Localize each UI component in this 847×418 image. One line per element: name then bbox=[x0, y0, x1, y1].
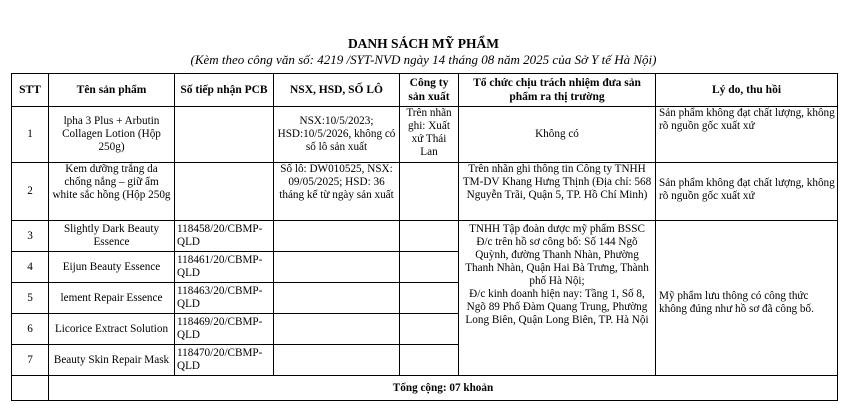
total-count: Tổng cộng: 07 khoản bbox=[49, 376, 838, 401]
cell-product-name: Licorice Extract Solution bbox=[49, 314, 175, 345]
column-header-pcb: Số tiếp nhận PCB bbox=[175, 74, 274, 107]
cell-stt: 7 bbox=[12, 345, 49, 376]
cell-responsible-org: Không có bbox=[459, 107, 656, 163]
cell-nsx: NSX:10/5/2023; HSD:10/5/2026, không có số lô sản xuất bbox=[274, 107, 400, 163]
cell-product-name: lpha 3 Plus + Arbutin Collagen Lotion (Hộp 250g) bbox=[49, 107, 175, 163]
cell-pcb: 118463/20/CBMP-QLD bbox=[175, 283, 274, 314]
total-row bbox=[12, 376, 838, 401]
cell-responsible-org-group: TNHH Tập đoàn dược mỹ phẩm BSSC Đ/c trên hồ sơ công bố: Số 144 Ngõ Quỳnh, đường Thanh Nhàn, Phường Thanh Nhàn, Quận Hai Bà Trưng, Thành phố Hà Nội; Đ/c kinh doanh hiện nay: Tầng 1, Số 8, Ngõ 89 Phố Đàm Quang Trung, Phường Long Biên, Quận Long Biên, TP. Hà Nội bbox=[459, 221, 656, 376]
cell-manufacturer bbox=[400, 221, 459, 252]
cell-nsx bbox=[274, 345, 400, 376]
cell-nsx bbox=[274, 252, 400, 283]
cell-pcb: 118461/20/CBMP-QLD bbox=[175, 252, 274, 283]
cell-product-name: Slightly Dark Beauty Essence bbox=[49, 221, 175, 252]
cell-pcb bbox=[175, 107, 274, 163]
document-title: DANH SÁCH MỸ PHẨM bbox=[347, 36, 500, 51]
cell-product-name: Kem dưỡng trắng da chống nắng – giữ ẩm white sắc hồng (Hộp 250g bbox=[49, 163, 175, 221]
column-header-responsible-org: Tổ chức chịu trách nhiệm đưa sản phẩm ra thị trường bbox=[459, 74, 656, 107]
cell-reason: Sản phẩm không đạt chất lượng, không rõ nguồn gốc xuất xứ bbox=[656, 107, 838, 163]
cell-reason: Sản phẩm không đạt chất lượng, không rõ nguồn gốc xuất xứ bbox=[656, 163, 838, 221]
table-row bbox=[12, 107, 838, 163]
cell-stt: 4 bbox=[12, 252, 49, 283]
cell-nsx: Số lô: DW010525, NSX: 09/05/2025; HSD: 36 tháng kể từ ngày sản xuất bbox=[274, 163, 400, 221]
cell-pcb: 118458/20/CBMP-QLD bbox=[175, 221, 274, 252]
cell-manufacturer bbox=[400, 252, 459, 283]
cell-stt bbox=[12, 376, 49, 401]
cell-manufacturer: Trên nhãn ghi: Xuất xứ Thái Lan bbox=[400, 107, 459, 163]
cell-product-name: Beauty Skin Repair Mask bbox=[49, 345, 175, 376]
table-header-row bbox=[12, 74, 838, 107]
cell-nsx bbox=[274, 283, 400, 314]
cell-stt: 2 bbox=[12, 163, 49, 221]
column-header-stt: STT bbox=[12, 74, 49, 107]
cell-manufacturer bbox=[400, 345, 459, 376]
cell-product-name: Eijun Beauty Essence bbox=[49, 252, 175, 283]
cell-manufacturer bbox=[400, 283, 459, 314]
cell-stt: 3 bbox=[12, 221, 49, 252]
cell-reason-group: Mỹ phẩm lưu thông có công thức không đúng như hồ sơ đã công bố. bbox=[656, 221, 838, 376]
document-subtitle: (Kèm theo công văn số: 4219 /SYT-NVD ngày 14 tháng 08 năm 2025 của Sở Y tế Hà Nội) bbox=[190, 52, 657, 67]
column-header-product-name: Tên sản phẩm bbox=[49, 74, 175, 107]
cell-stt: 5 bbox=[12, 283, 49, 314]
cell-nsx bbox=[274, 314, 400, 345]
cell-manufacturer bbox=[400, 163, 459, 221]
table-row bbox=[12, 221, 838, 252]
column-header-nsx-hsd-lot: NSX, HSD, SỐ LÔ bbox=[274, 74, 400, 107]
column-header-reason: Lý do, thu hồi bbox=[656, 74, 838, 107]
cell-stt: 6 bbox=[12, 314, 49, 345]
cell-nsx bbox=[274, 221, 400, 252]
cell-pcb: 118469/20/CBMP-QLD bbox=[175, 314, 274, 345]
cell-stt: 1 bbox=[12, 107, 49, 163]
cell-manufacturer bbox=[400, 314, 459, 345]
cosmetics-table bbox=[11, 73, 838, 401]
cell-pcb: 118470/20/CBMP-QLD bbox=[175, 345, 274, 376]
cell-pcb bbox=[175, 163, 274, 221]
column-header-manufacturer: Công ty sản xuất bbox=[400, 74, 459, 107]
table-row bbox=[12, 163, 838, 221]
cell-responsible-org: Trên nhãn ghi thông tin Công ty TNHH TM-DV Khang Hưng Thịnh (Địa chỉ: 568 Nguyễn Trãi, Quận 5, TP. Hồ Chí Minh) bbox=[459, 163, 656, 221]
cell-product-name: lement Repair Essence bbox=[49, 283, 175, 314]
